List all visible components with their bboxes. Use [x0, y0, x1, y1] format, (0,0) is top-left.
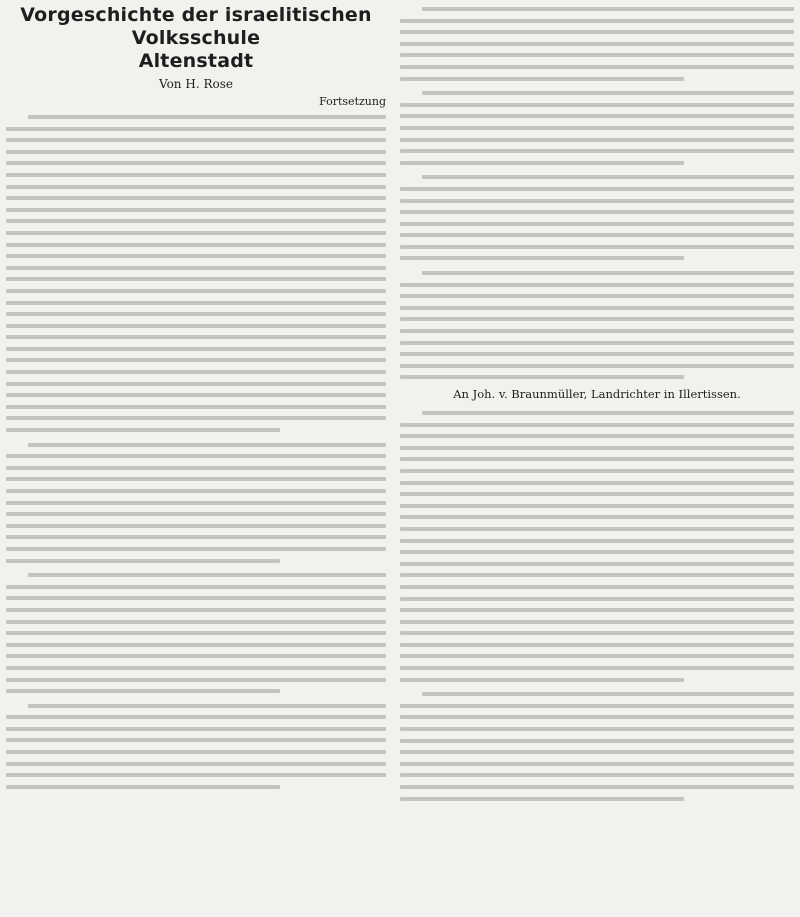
text-line-placeholder	[400, 500, 794, 512]
text-line-placeholder	[6, 746, 386, 758]
text-line-placeholder	[6, 497, 386, 509]
text-line-placeholder	[400, 157, 794, 169]
text-line-placeholder	[400, 279, 794, 291]
body-paragraph	[6, 566, 386, 697]
text-line-placeholder	[6, 366, 386, 378]
text-line-placeholder	[400, 241, 794, 253]
left-column	[6, 0, 386, 792]
text-line-placeholder	[6, 616, 386, 628]
text-line-placeholder	[6, 569, 386, 581]
text-line-placeholder	[400, 453, 794, 465]
text-line-placeholder	[400, 134, 794, 146]
text-line-placeholder	[400, 407, 794, 419]
text-line-placeholder	[6, 250, 386, 262]
text-line-placeholder	[400, 195, 794, 207]
body-paragraph	[6, 436, 386, 567]
text-line-placeholder	[400, 442, 794, 454]
article-title	[6, 4, 386, 73]
article-title-line-2: Altenstadt	[138, 50, 254, 72]
body-paragraph	[400, 0, 794, 84]
text-line-placeholder	[6, 157, 386, 169]
text-line-placeholder	[6, 650, 386, 662]
text-line-placeholder	[6, 685, 386, 697]
text-line-placeholder	[6, 123, 386, 135]
text-line-placeholder	[6, 412, 386, 424]
text-line-placeholder	[6, 531, 386, 543]
text-line-placeholder	[6, 711, 386, 723]
text-line-placeholder	[400, 49, 794, 61]
text-line-placeholder	[400, 73, 794, 85]
text-line-placeholder	[6, 674, 386, 686]
text-line-placeholder	[6, 485, 386, 497]
text-line-placeholder	[6, 297, 386, 309]
text-line-placeholder	[400, 38, 794, 50]
text-line-placeholder	[6, 331, 386, 343]
text-line-placeholder	[400, 688, 794, 700]
text-line-placeholder	[400, 604, 794, 616]
text-line-placeholder	[400, 511, 794, 523]
text-line-placeholder	[6, 734, 386, 746]
text-line-placeholder	[400, 430, 794, 442]
left-column-body	[6, 108, 386, 792]
text-line-placeholder	[6, 662, 386, 674]
text-line-placeholder	[400, 15, 794, 27]
text-line-placeholder	[6, 181, 386, 193]
text-line-placeholder	[400, 26, 794, 38]
text-line-placeholder	[6, 723, 386, 735]
text-line-placeholder	[400, 371, 794, 383]
text-line-placeholder	[6, 215, 386, 227]
text-line-placeholder	[6, 320, 386, 332]
text-line-placeholder	[400, 535, 794, 547]
body-paragraph	[400, 685, 794, 804]
text-line-placeholder	[400, 229, 794, 241]
text-line-placeholder	[6, 227, 386, 239]
text-line-placeholder	[400, 793, 794, 805]
text-line-placeholder	[400, 488, 794, 500]
text-line-placeholder	[400, 110, 794, 122]
text-line-placeholder	[6, 354, 386, 366]
text-line-placeholder	[6, 308, 386, 320]
text-line-placeholder	[400, 581, 794, 593]
text-line-placeholder	[400, 711, 794, 723]
text-line-placeholder	[400, 746, 794, 758]
text-line-placeholder	[400, 122, 794, 134]
text-line-placeholder	[400, 674, 794, 686]
text-line-placeholder	[6, 555, 386, 567]
text-line-placeholder	[400, 465, 794, 477]
right-column	[400, 0, 794, 804]
text-line-placeholder	[400, 218, 794, 230]
text-line-placeholder	[6, 439, 386, 451]
body-paragraph	[6, 108, 386, 436]
right-column-body-upper	[400, 0, 794, 383]
text-line-placeholder	[400, 348, 794, 360]
text-line-placeholder	[6, 700, 386, 712]
body-paragraph	[400, 168, 794, 264]
text-line-placeholder	[400, 87, 794, 99]
text-line-placeholder	[6, 758, 386, 770]
text-line-placeholder	[6, 424, 386, 436]
text-line-placeholder	[6, 134, 386, 146]
text-line-placeholder	[400, 700, 794, 712]
text-line-placeholder	[400, 290, 794, 302]
article-title-line-1: Vorgeschichte der israelitischen Volksschule	[20, 4, 372, 49]
text-line-placeholder	[6, 273, 386, 285]
continuation-label: Fortsetzung	[319, 95, 386, 108]
text-line-placeholder	[400, 171, 794, 183]
body-paragraph	[400, 404, 794, 685]
text-line-placeholder	[6, 769, 386, 781]
text-line-placeholder	[400, 639, 794, 651]
text-line-placeholder	[400, 267, 794, 279]
text-line-placeholder	[400, 650, 794, 662]
letter-addressee: An Joh. v. Braunmüller, Landrichter in Illertissen.	[453, 387, 741, 401]
text-line-placeholder	[6, 262, 386, 274]
text-line-placeholder	[6, 604, 386, 616]
text-line-placeholder	[6, 473, 386, 485]
text-line-placeholder	[400, 313, 794, 325]
text-line-placeholder	[400, 419, 794, 431]
text-line-placeholder	[400, 569, 794, 581]
body-paragraph	[6, 697, 386, 793]
text-line-placeholder	[6, 285, 386, 297]
text-line-placeholder	[400, 302, 794, 314]
text-line-placeholder	[400, 523, 794, 535]
text-line-placeholder	[400, 616, 794, 628]
text-line-placeholder	[6, 378, 386, 390]
text-line-placeholder	[400, 99, 794, 111]
text-line-placeholder	[6, 204, 386, 216]
text-line-placeholder	[400, 546, 794, 558]
text-line-placeholder	[6, 169, 386, 181]
text-line-placeholder	[400, 477, 794, 489]
text-line-placeholder	[6, 543, 386, 555]
text-line-placeholder	[6, 520, 386, 532]
text-line-placeholder	[6, 401, 386, 413]
text-line-placeholder	[400, 769, 794, 781]
text-line-placeholder	[400, 145, 794, 157]
text-line-placeholder	[6, 111, 386, 123]
text-line-placeholder	[6, 192, 386, 204]
text-line-placeholder	[6, 781, 386, 793]
text-line-placeholder	[400, 593, 794, 605]
text-line-placeholder	[6, 639, 386, 651]
text-line-placeholder	[6, 627, 386, 639]
body-paragraph	[400, 264, 794, 383]
text-line-placeholder	[400, 183, 794, 195]
text-line-placeholder	[400, 3, 794, 15]
text-line-placeholder	[400, 781, 794, 793]
text-line-placeholder	[400, 360, 794, 372]
text-line-placeholder	[6, 146, 386, 158]
text-line-placeholder	[400, 758, 794, 770]
text-line-placeholder	[400, 325, 794, 337]
text-line-placeholder	[6, 592, 386, 604]
text-line-placeholder	[6, 508, 386, 520]
text-line-placeholder	[400, 252, 794, 264]
text-line-placeholder	[400, 206, 794, 218]
right-column-body-lower	[400, 404, 794, 804]
text-line-placeholder	[6, 239, 386, 251]
text-line-placeholder	[6, 462, 386, 474]
text-line-placeholder	[400, 627, 794, 639]
text-line-placeholder	[6, 389, 386, 401]
text-line-placeholder	[400, 558, 794, 570]
text-line-placeholder	[6, 581, 386, 593]
text-line-placeholder	[6, 343, 386, 355]
text-line-placeholder	[400, 662, 794, 674]
text-line-placeholder	[6, 450, 386, 462]
text-line-placeholder	[400, 61, 794, 73]
text-line-placeholder	[400, 337, 794, 349]
text-line-placeholder	[400, 723, 794, 735]
text-line-placeholder	[400, 735, 794, 747]
article-byline: Von H. Rose	[159, 77, 233, 91]
body-paragraph	[400, 84, 794, 168]
